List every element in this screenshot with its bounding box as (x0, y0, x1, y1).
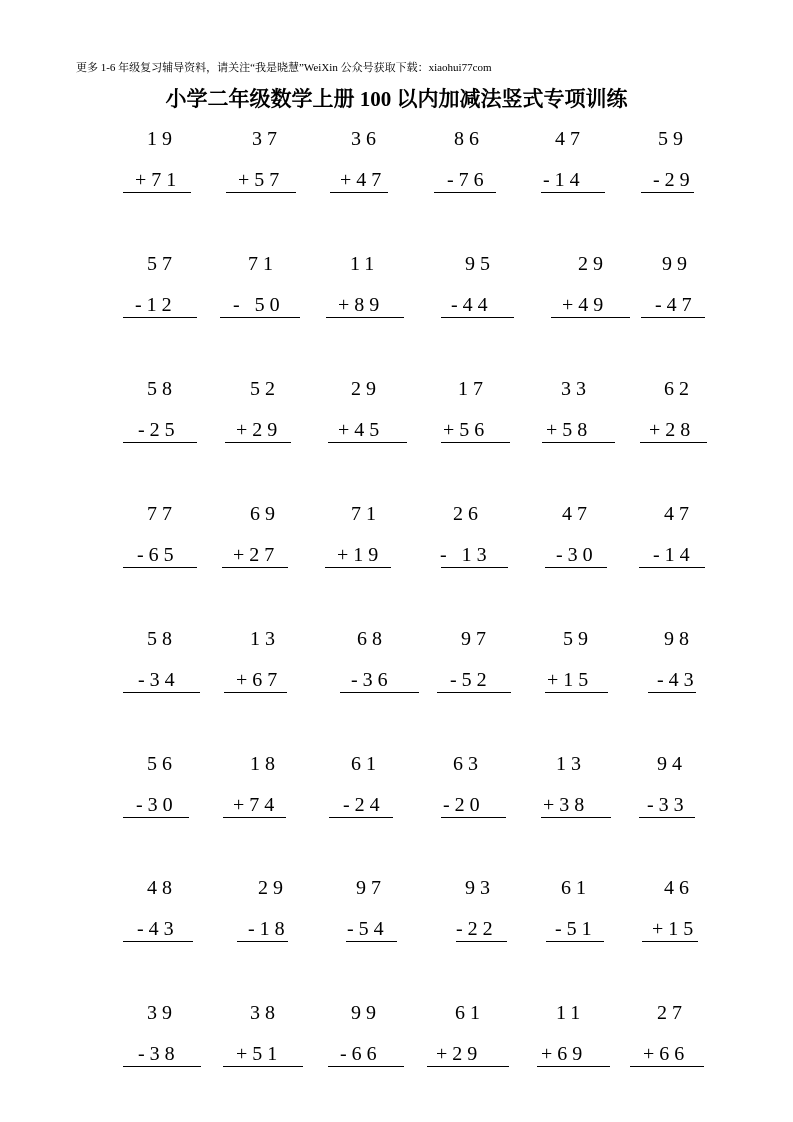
top-number: 26 (453, 503, 483, 525)
answer-line (642, 941, 698, 942)
answer-line (123, 567, 197, 568)
top-number: 47 (664, 503, 694, 525)
answer-line (441, 817, 506, 818)
top-number: 52 (250, 378, 280, 400)
top-number: 11 (350, 253, 380, 275)
bottom-number: +74 (233, 794, 280, 816)
top-number: 62 (664, 378, 694, 400)
answer-line (641, 192, 694, 193)
top-number: 77 (147, 503, 177, 525)
answer-line (330, 192, 388, 193)
bottom-number: +66 (643, 1043, 690, 1065)
answer-line (545, 567, 607, 568)
bottom-number: +38 (543, 794, 590, 816)
top-number: 61 (351, 753, 381, 775)
bottom-number: +57 (238, 169, 285, 191)
header-note: 更多 1-6 年级复习辅导资料，请关注“我是晓慧”WeiXin 公众号获取下载：xiaohui77com (76, 62, 492, 74)
top-number: 29 (258, 877, 288, 899)
top-number: 94 (657, 753, 687, 775)
bottom-number: -22 (456, 918, 498, 940)
top-number: 17 (458, 378, 488, 400)
top-number: 27 (657, 1002, 687, 1024)
bottom-number: +45 (338, 419, 385, 441)
top-number: 61 (561, 877, 591, 899)
top-number: 61 (455, 1002, 485, 1024)
answer-line (123, 817, 189, 818)
answer-line (434, 192, 496, 193)
answer-line (225, 442, 291, 443)
answer-line (546, 941, 604, 942)
answer-line (537, 1066, 610, 1067)
top-number: 46 (664, 877, 694, 899)
top-number: 98 (664, 628, 694, 650)
top-number: 97 (461, 628, 491, 650)
bottom-number: -43 (657, 669, 699, 691)
top-number: 47 (555, 128, 585, 150)
bottom-number: -52 (450, 669, 492, 691)
top-number: 37 (252, 128, 282, 150)
answer-line (541, 192, 605, 193)
answer-line (541, 817, 611, 818)
answer-line (224, 692, 287, 693)
bottom-number: -44 (451, 294, 493, 316)
top-number: 58 (147, 628, 177, 650)
answer-line (226, 192, 296, 193)
answer-line (648, 692, 696, 693)
bottom-number: +51 (236, 1043, 283, 1065)
answer-line (123, 442, 197, 443)
bottom-number: +58 (546, 419, 593, 441)
answer-line (545, 692, 608, 693)
bottom-number: +67 (236, 669, 283, 691)
answer-line (639, 567, 705, 568)
answer-line (551, 317, 630, 318)
bottom-number: -24 (343, 794, 385, 816)
answer-line (456, 941, 507, 942)
answer-line (441, 317, 514, 318)
answer-line (123, 1066, 201, 1067)
top-number: 71 (351, 503, 381, 525)
top-number: 13 (250, 628, 280, 650)
top-number: 71 (248, 253, 278, 275)
answer-line (441, 567, 508, 568)
bottom-number: +28 (649, 419, 696, 441)
bottom-number: +15 (547, 669, 594, 691)
top-number: 19 (147, 128, 177, 150)
top-number: 63 (453, 753, 483, 775)
top-number: 68 (357, 628, 387, 650)
bottom-number: +19 (337, 544, 384, 566)
bottom-number: - 13 (440, 544, 492, 566)
bottom-number: -47 (655, 294, 697, 316)
answer-line (237, 941, 288, 942)
top-number: 86 (454, 128, 484, 150)
top-number: 39 (147, 1002, 177, 1024)
top-number: 38 (250, 1002, 280, 1024)
top-number: 95 (465, 253, 495, 275)
top-number: 58 (147, 378, 177, 400)
bottom-number: +69 (541, 1043, 588, 1065)
bottom-number: -51 (555, 918, 597, 940)
bottom-number: +29 (436, 1043, 483, 1065)
top-number: 48 (147, 877, 177, 899)
answer-line (326, 317, 404, 318)
bottom-number: +49 (562, 294, 609, 316)
bottom-number: -43 (137, 918, 179, 940)
top-number: 13 (556, 753, 586, 775)
bottom-number: +56 (443, 419, 490, 441)
bottom-number: +89 (338, 294, 385, 316)
answer-line (640, 442, 707, 443)
answer-line (223, 1066, 303, 1067)
bottom-number: -36 (351, 669, 393, 691)
answer-line (641, 317, 705, 318)
bottom-number: -14 (653, 544, 695, 566)
top-number: 59 (563, 628, 593, 650)
bottom-number: - 50 (233, 294, 285, 316)
answer-line (437, 692, 511, 693)
answer-line (441, 442, 510, 443)
bottom-number: +47 (340, 169, 387, 191)
bottom-number: +71 (135, 169, 182, 191)
bottom-number: -54 (347, 918, 389, 940)
bottom-number: -29 (653, 169, 695, 191)
top-number: 99 (662, 253, 692, 275)
answer-line (542, 442, 615, 443)
bottom-number: -30 (556, 544, 598, 566)
answer-line (325, 567, 391, 568)
bottom-number: -30 (136, 794, 178, 816)
top-number: 18 (250, 753, 280, 775)
bottom-number: -34 (138, 669, 180, 691)
top-number: 33 (561, 378, 591, 400)
top-number: 29 (351, 378, 381, 400)
answer-line (123, 192, 191, 193)
answer-line (123, 941, 193, 942)
top-number: 56 (147, 753, 177, 775)
top-number: 99 (351, 1002, 381, 1024)
answer-line (427, 1066, 509, 1067)
top-number: 93 (465, 877, 495, 899)
answer-line (329, 817, 393, 818)
top-number: 59 (658, 128, 688, 150)
bottom-number: -38 (138, 1043, 180, 1065)
bottom-number: +15 (652, 918, 699, 940)
top-number: 97 (356, 877, 386, 899)
bottom-number: +29 (236, 419, 283, 441)
answer-line (328, 442, 407, 443)
answer-line (222, 567, 288, 568)
top-number: 11 (556, 1002, 586, 1024)
bottom-number: -14 (543, 169, 585, 191)
top-number: 47 (562, 503, 592, 525)
bottom-number: -76 (447, 169, 489, 191)
answer-line (223, 817, 286, 818)
bottom-number: -25 (138, 419, 180, 441)
bottom-number: -66 (340, 1043, 382, 1065)
bottom-number: +27 (233, 544, 280, 566)
answer-line (346, 941, 397, 942)
answer-line (340, 692, 419, 693)
answer-line (220, 317, 300, 318)
answer-line (630, 1066, 704, 1067)
top-number: 69 (250, 503, 280, 525)
answer-line (328, 1066, 404, 1067)
answer-line (639, 817, 695, 818)
answer-line (123, 692, 200, 693)
bottom-number: -20 (443, 794, 485, 816)
bottom-number: -33 (647, 794, 689, 816)
page-title: 小学二年级数学上册 100 以内加减法竖式专项训练 (165, 87, 628, 111)
top-number: 36 (351, 128, 381, 150)
answer-line (123, 317, 197, 318)
top-number: 29 (578, 253, 608, 275)
bottom-number: -18 (248, 918, 290, 940)
bottom-number: -65 (137, 544, 179, 566)
bottom-number: -12 (135, 294, 177, 316)
top-number: 57 (147, 253, 177, 275)
